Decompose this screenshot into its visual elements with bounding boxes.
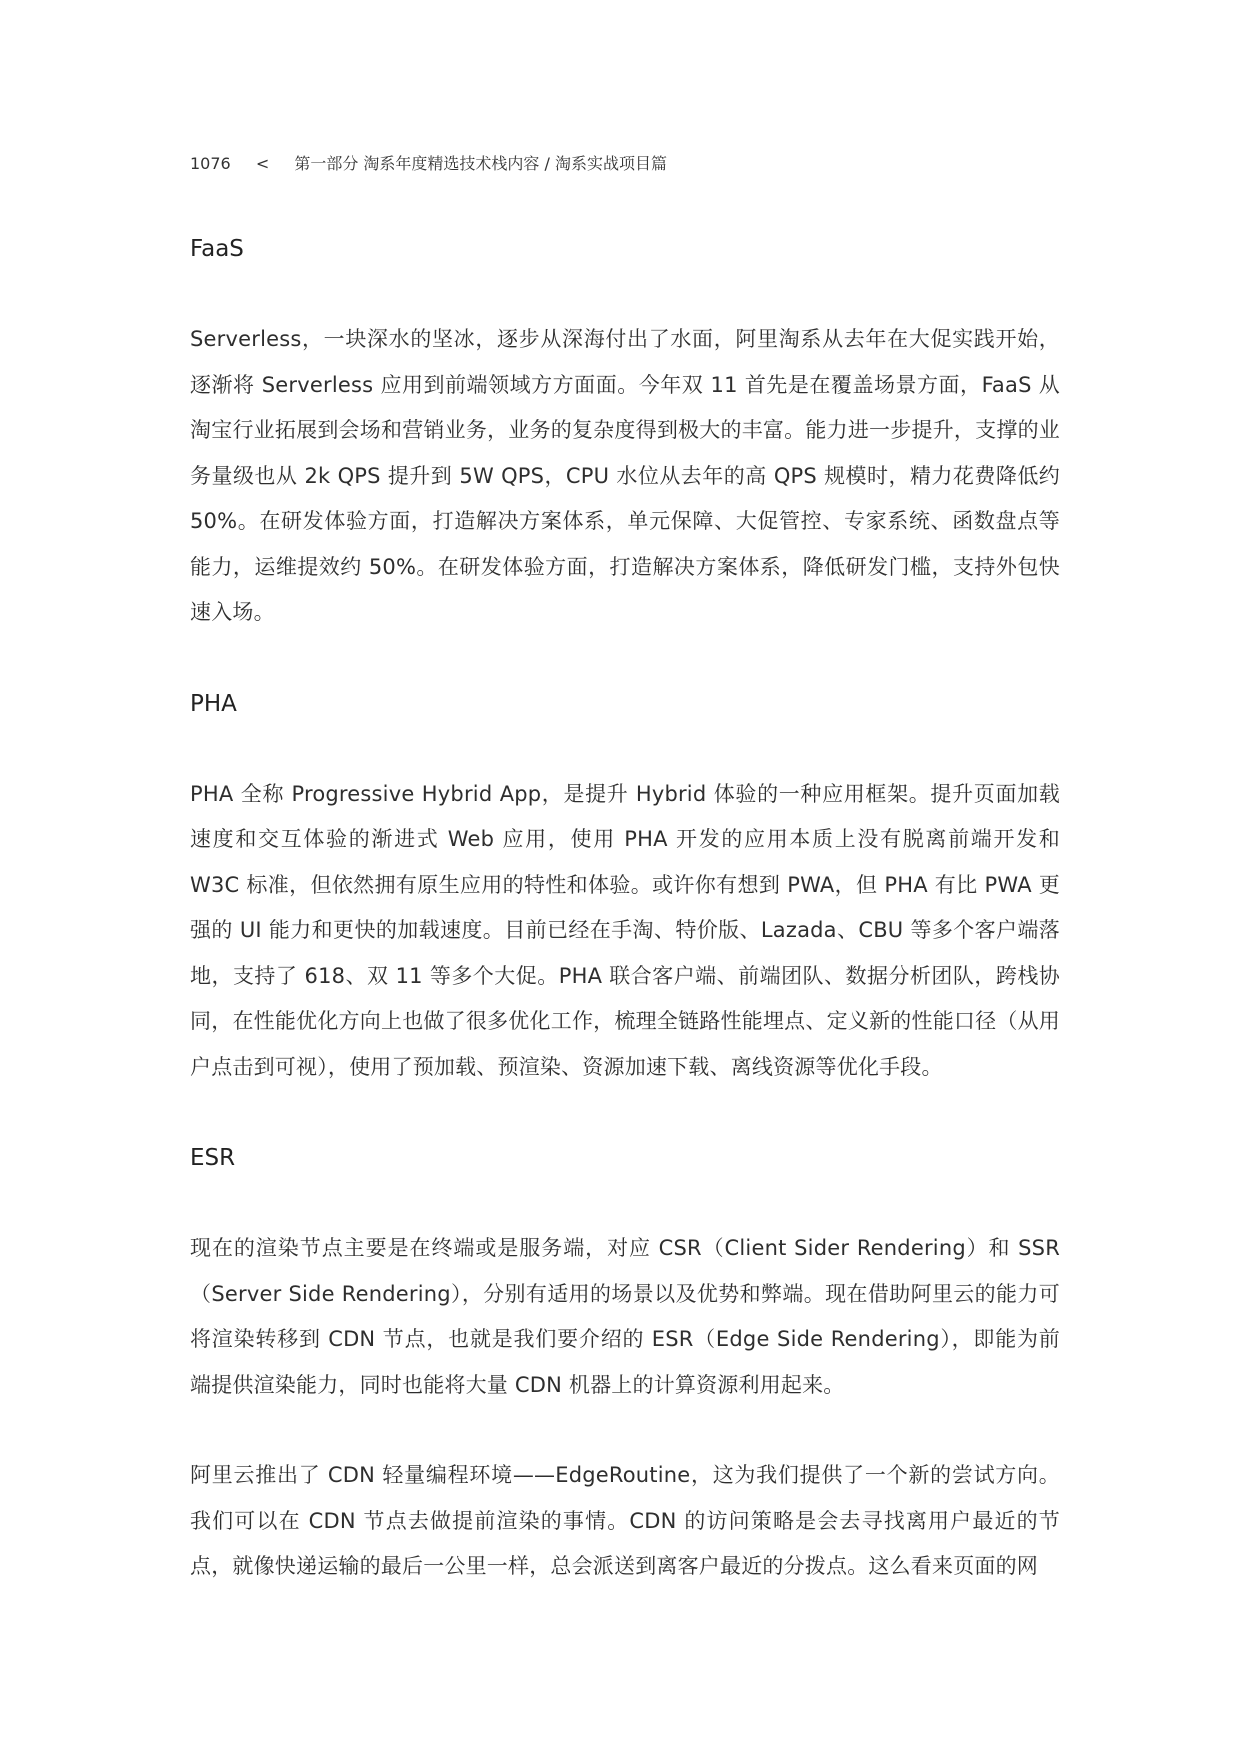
- part-title: 第一部分 淘系年度精选技术栈内容 / 淘系实战项目篇: [294, 154, 667, 173]
- back-arrow-icon: <: [255, 154, 270, 173]
- paragraph-faas: Serverless，一块深水的坚冰，逐步从深海付出了水面，阿里淘系从去年在大促实践开始，逐渐将 Serverless 应用到前端领域方方面面。今年双 11 首先是在覆盖场景方面，FaaS 从淘宝行业拓展到会场和营销业务，业务的复杂度得到极大的丰富。能力进一步提升，支撑的业务量级也从 2k QPS 提升到 5W QPS，CPU 水位从去年的高 QPS 规模时，精力花费降低约 50%。在研发体验方面，打造解决方案体系，单元保障、大促管控、专家系统、函数盘点等能力，运维提效约 50%。在研发体验方面，打造解决方案体系，降低研发门槛，支持外包快速入场。: [190, 327, 1060, 624]
- running-header: [190, 152, 667, 176]
- section-title-pha: PHA: [190, 690, 237, 717]
- paragraph-esr-2: 阿里云推出了 CDN 轻量编程环境——EdgeRoutine，这为我们提供了一个新的尝试方向。我们可以在 CDN 节点去做提前渲染的事情。CDN 的访问策略是会去寻找离用户最近的节点，就像快递运输的最后一公里一样，总会派送到离客户最近的分拨点。这么看来页面的网: [190, 1463, 1060, 1578]
- paragraph-pha: PHA 全称 Progressive Hybrid App，是提升 Hybrid 体验的一种应用框架。提升页面加载速度和交互体验的渐进式 Web 应用，使用 PHA 开发的应用本质上没有脱离前端开发和 W3C 标准，但依然拥有原生应用的特性和体验。或许你有想到 PWA，但 PHA 有比 PWA 更强的 UI 能力和更快的加载速度。目前已经在手淘、特价版、Lazada、CBU 等多个客户端落地，支持了 618、双 11 等多个大促。PHA 联合客户端、前端团队、数据分析团队，跨栈协同，在性能优化方向上也做了很多优化工作，梳理全链路性能埋点、定义新的性能口径（从用户点击到可视），使用了预加载、预渲染、资源加速下载、离线资源等优化手段。: [190, 781, 1060, 1079]
- section-title-esr: ESR: [190, 1145, 236, 1171]
- section-title-faas: FaaS: [190, 236, 244, 262]
- page-number: 1076: [190, 154, 231, 173]
- paragraph-esr-1: 现在的渲染节点主要是在终端或是服务端，对应 CSR（Client Sider Rendering）和 SSR（Server Side Rendering），分别有适用的场景以及优势和弊端。现在借助阿里云的能力可将渲染转移到 CDN 节点，也就是我们要介绍的 ESR（Edge Side Rendering），即能为前端提供渲染能力，同时也能将大量 CDN 机器上的计算资源利用起来。: [190, 1236, 1060, 1397]
- main-content: [190, 226, 1060, 1590]
